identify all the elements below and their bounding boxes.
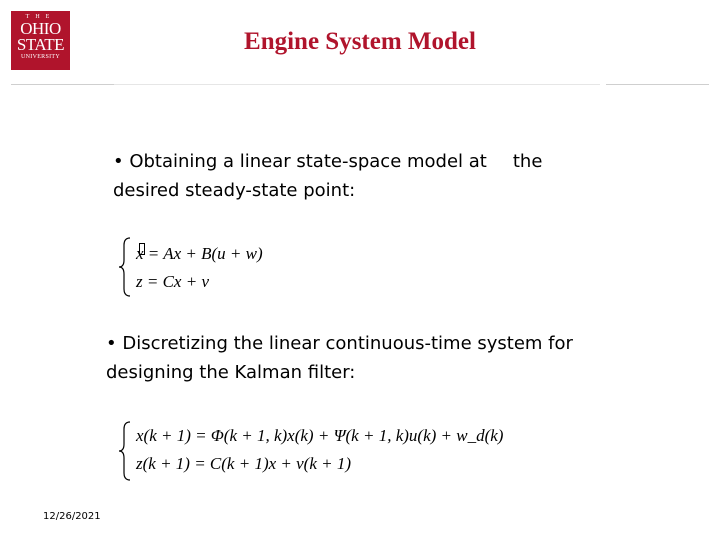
bullet-state-space	[113, 147, 583, 205]
logo-line-ohio: OHIO	[20, 19, 61, 38]
bullet1-text-a: • Obtaining a linear state-space model at	[113, 151, 487, 172]
bullet2-line2: designing the Kalman filter:	[106, 362, 356, 383]
header-rule-middle	[114, 84, 600, 85]
equation2-brace	[116, 420, 134, 482]
bullet-discretizing	[106, 329, 626, 387]
bullet1-text-b: the	[512, 151, 543, 172]
logo-line-state: STATE	[16, 35, 65, 54]
header-rule-left	[11, 84, 114, 85]
logo-top-text: THE	[25, 14, 56, 20]
equation2-line1: x(k + 1) = Φ(k + 1, k)x(k) + Ψ(k + 1, k)u(k) + w_d(k)	[136, 426, 504, 445]
equation1-line1: x = Ax + B(u + w)	[136, 244, 263, 263]
header-rule-right	[606, 84, 709, 85]
logo-line-university: UNIVERSITY	[21, 54, 60, 60]
equation-discrete	[136, 422, 503, 478]
equation2-line2: z(k + 1) = C(k + 1)x + v(k + 1)	[136, 454, 352, 473]
equation1-line2: z = Cx + v	[136, 272, 209, 291]
bullet2-line1: • Discretizing the linear continuous-time system for	[106, 333, 573, 354]
bullet1-text-c: desired steady-state point:	[113, 180, 356, 201]
equation1-brace	[116, 236, 134, 298]
equation-continuous	[136, 240, 263, 296]
slide-title: Engine System Model	[244, 28, 476, 55]
slide-date: 12/26/2021	[43, 511, 101, 522]
